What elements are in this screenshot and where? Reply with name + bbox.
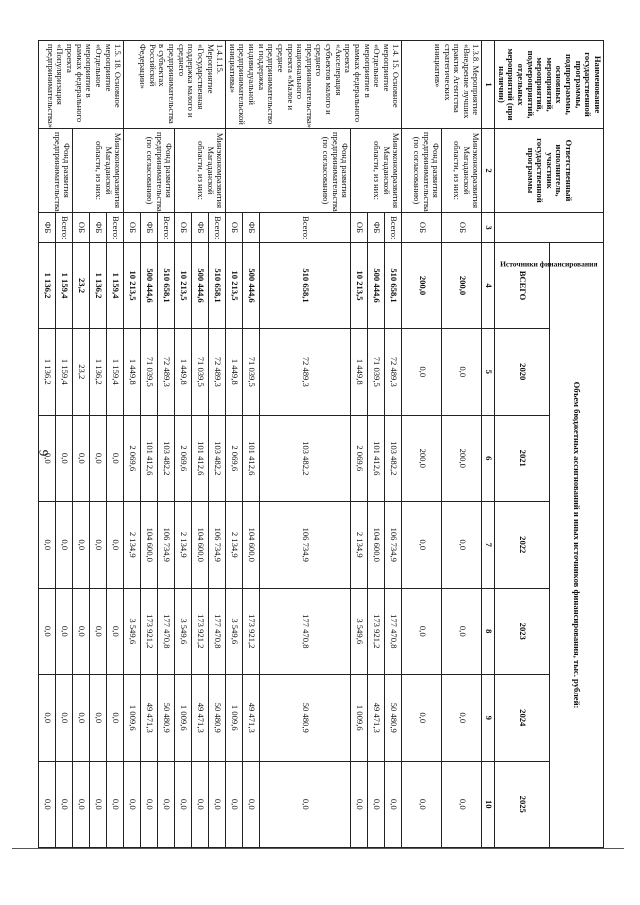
year-value: 101 412,6 [368, 415, 385, 502]
year-value: 0,0 [107, 588, 124, 675]
responsible-executor: Минэкономразвития Магаданской области, из них: [73, 129, 124, 213]
year-value: 0,0 [442, 588, 482, 675]
year-value: 106 734,9 [158, 502, 175, 589]
year-value: 0,0 [260, 761, 351, 848]
responsible-executor: Минэкономразвития Магаданской области, из них: [442, 129, 482, 213]
header-year: 2025 [495, 761, 549, 848]
year-value: 0,0 [39, 761, 56, 848]
year-value: 0,0 [39, 675, 56, 762]
col-number: 4 [482, 243, 495, 329]
header-name: Наименование государственной программы, подпрограммы, основных мероприятий, мероприятий, подмероприятий, отдельных мероприятий (при наличии) [495, 41, 604, 129]
year-value: 49 471,3 [192, 675, 209, 762]
year-value: 1 449,8 [175, 329, 192, 416]
year-value: 0,0 [402, 675, 442, 762]
year-value: 2 069,6 [226, 415, 243, 502]
funding-source: ФБ [243, 213, 260, 243]
year-value: 104 600,0 [368, 502, 385, 589]
funding-source: ОБ [73, 213, 90, 243]
funding-source: ФБ [192, 213, 209, 243]
total-value: 510 658,1 [209, 243, 226, 329]
total-value: 10 213,5 [124, 243, 141, 329]
year-value: 0,0 [73, 761, 90, 848]
year-value: 72 489,3 [385, 329, 402, 416]
responsible-executor: Фонд развития предпринимательства [39, 129, 73, 213]
page-number: 9 [36, 449, 52, 457]
year-value: 71 039,5 [243, 329, 260, 416]
year-value: 0,0 [442, 675, 482, 762]
year-value: 50 480,9 [209, 675, 226, 762]
total-value: 500 444,6 [243, 243, 260, 329]
col-number: 6 [482, 415, 495, 502]
total-value: 200,0 [402, 243, 442, 329]
header-source-label: Источники финансирования [499, 259, 598, 269]
year-value: 101 412,6 [243, 415, 260, 502]
year-value: 2 134,9 [124, 502, 141, 589]
year-value: 103 482,2 [158, 415, 175, 502]
header-responsible: Ответственный исполнитель, участник государственной программы [495, 129, 604, 213]
responsible-executor: Фонд развития предпринимательства (по согласованию) [226, 129, 351, 213]
col-number: 8 [482, 588, 495, 675]
total-value: 10 213,5 [351, 243, 368, 329]
year-value: 200,0 [402, 415, 442, 502]
funding-source: ФБ [90, 213, 107, 243]
year-value: 0,0 [39, 415, 56, 502]
table-row [442, 41, 482, 848]
col-number: 1 [482, 41, 495, 129]
year-value: 173 921,2 [243, 588, 260, 675]
year-value: 50 480,9 [260, 675, 351, 762]
year-value: 1 449,8 [124, 329, 141, 416]
year-value: 106 734,9 [209, 502, 226, 589]
year-value: 0,0 [90, 502, 107, 589]
table-row [260, 41, 351, 848]
table-row [385, 41, 402, 848]
responsible-executor: Фонд развития предпринимательства (по согласованию) [402, 129, 442, 213]
total-value: 510 658,1 [260, 243, 351, 329]
year-value: 1 159,4 [56, 329, 73, 416]
year-value: 177 470,8 [158, 588, 175, 675]
year-value: 0,0 [56, 502, 73, 589]
funding-source: ОБ [442, 213, 482, 243]
year-value: 0,0 [402, 329, 442, 416]
year-value: 50 480,9 [385, 675, 402, 762]
total-value: 1 159,4 [107, 243, 124, 329]
year-value: 1 009,6 [351, 675, 368, 762]
funding-source: ОБ [351, 213, 368, 243]
year-value: 71 039,5 [192, 329, 209, 416]
year-value: 2 069,6 [175, 415, 192, 502]
year-value: 101 412,6 [192, 415, 209, 502]
year-value: 104 600,0 [243, 502, 260, 589]
year-value: 0,0 [107, 415, 124, 502]
total-value: 1 136,2 [39, 243, 56, 329]
year-value: 0,0 [141, 761, 158, 848]
year-value: 0,0 [402, 588, 442, 675]
year-value: 0,0 [351, 761, 368, 848]
rotated-page-content [43, 40, 604, 848]
funding-source: Всего: [260, 213, 351, 243]
funding-source: ОБ [124, 213, 141, 243]
year-value: 23,2 [73, 329, 90, 416]
year-value: 0,0 [175, 761, 192, 848]
total-value: 10 213,5 [175, 243, 192, 329]
measure-name: 1.5. 18. Основное мероприятие «Отдельное мероприятие в рамках федерального проекта «Популяризация предпринимательства» [39, 41, 124, 129]
year-value: 0,0 [243, 761, 260, 848]
funding-source: Всего: [56, 213, 73, 243]
col-number: 10 [482, 761, 495, 848]
year-value: 106 734,9 [385, 502, 402, 589]
year-value: 72 489,3 [158, 329, 175, 416]
measure-name: 1.4.1.15. Мероприятие «Государственная поддержка малого и среднего предпринимательства в субъектах Российской Федерации» [124, 41, 226, 129]
year-value: 49 471,3 [141, 675, 158, 762]
total-value: 1 136,2 [90, 243, 107, 329]
table-row [107, 41, 124, 848]
funding-source: Всего: [158, 213, 175, 243]
page-divider [12, 848, 624, 849]
total-value: 200,0 [442, 243, 482, 329]
total-value: 500 444,6 [368, 243, 385, 329]
year-value: 49 471,3 [368, 675, 385, 762]
year-value: 0,0 [73, 415, 90, 502]
table-row [158, 41, 175, 848]
funding-source: ОБ [402, 213, 442, 243]
year-value: 1 159,4 [107, 329, 124, 416]
year-value: 71 039,5 [368, 329, 385, 416]
year-value: 177 470,8 [385, 588, 402, 675]
year-value: 0,0 [90, 675, 107, 762]
funding-source: Всего: [209, 213, 226, 243]
year-value: 0,0 [209, 761, 226, 848]
total-value: 510 658,1 [385, 243, 402, 329]
year-value: 0,0 [90, 588, 107, 675]
header-year: 2022 [495, 502, 549, 589]
year-value: 0,0 [56, 675, 73, 762]
funding-table-body [39, 41, 482, 848]
year-value: 0,0 [90, 761, 107, 848]
year-value: 0,0 [368, 761, 385, 848]
total-value: 10 213,5 [226, 243, 243, 329]
header-source [495, 213, 604, 269]
year-value: 0,0 [442, 761, 482, 848]
year-value: 0,0 [73, 588, 90, 675]
year-value: 0,0 [73, 502, 90, 589]
year-value: 177 470,8 [209, 588, 226, 675]
year-value: 50 480,9 [158, 675, 175, 762]
year-value: 71 039,5 [141, 329, 158, 416]
col-number: 5 [482, 329, 495, 416]
year-value: 1 136,2 [90, 329, 107, 416]
year-value: 49 471,3 [243, 675, 260, 762]
year-value: 1 449,8 [351, 329, 368, 416]
year-value: 0,0 [56, 761, 73, 848]
year-value: 0,0 [442, 502, 482, 589]
year-value: 0,0 [158, 761, 175, 848]
measure-name: 1.3.8. Мероприятие «Внедрение лучших практик Агентства стратегических инициатив» [402, 41, 482, 129]
year-value: 101 412,6 [141, 415, 158, 502]
year-value: 3 549,6 [226, 588, 243, 675]
year-value: 1 449,8 [226, 329, 243, 416]
table-row [56, 41, 73, 848]
year-value: 2 134,9 [226, 502, 243, 589]
year-value: 3 549,6 [175, 588, 192, 675]
year-value: 0,0 [73, 675, 90, 762]
year-value: 0,0 [402, 502, 442, 589]
header-total: ВСЕГО [495, 243, 549, 329]
responsible-executor: Минэкономразвития Магаданской области, из них: [351, 129, 402, 213]
year-value: 0,0 [226, 761, 243, 848]
total-value: 500 444,6 [141, 243, 158, 329]
header-year: 2020 [495, 329, 549, 416]
year-value: 1 009,6 [124, 675, 141, 762]
year-value: 2 069,6 [124, 415, 141, 502]
total-value: 500 444,6 [192, 243, 209, 329]
year-value: 177 470,8 [260, 588, 351, 675]
year-value: 103 482,2 [385, 415, 402, 502]
year-value: 0,0 [39, 588, 56, 675]
year-value: 0,0 [385, 761, 402, 848]
funding-source: ФБ [368, 213, 385, 243]
table-row [402, 41, 442, 848]
year-value: 2 134,9 [175, 502, 192, 589]
year-value: 0,0 [402, 761, 442, 848]
responsible-executor: Фонд развития предпринимательства (по согласованию) [124, 129, 175, 213]
year-value: 0,0 [39, 502, 56, 589]
year-value: 1 009,6 [175, 675, 192, 762]
total-value: 1 159,4 [56, 243, 73, 329]
year-value: 106 734,9 [260, 502, 351, 589]
year-value: 0,0 [124, 761, 141, 848]
year-value: 104 600,0 [192, 502, 209, 589]
year-value: 0,0 [90, 415, 107, 502]
year-value: 173 921,2 [192, 588, 209, 675]
funding-source: Всего: [385, 213, 402, 243]
col-number: 9 [482, 675, 495, 762]
year-value: 0,0 [56, 415, 73, 502]
funding-table [38, 40, 604, 848]
header-row-1 [549, 41, 603, 848]
funding-source: ОБ [175, 213, 192, 243]
col-number: 7 [482, 502, 495, 589]
col-number: 2 [482, 129, 495, 213]
year-value: 0,0 [56, 588, 73, 675]
year-value: 2 069,6 [351, 415, 368, 502]
year-value: 0,0 [107, 675, 124, 762]
year-value: 1 009,6 [226, 675, 243, 762]
funding-source: ФБ [141, 213, 158, 243]
year-value: 3 549,6 [124, 588, 141, 675]
year-value: 0,0 [192, 761, 209, 848]
year-value: 1 136,2 [39, 329, 56, 416]
year-value: 2 134,9 [351, 502, 368, 589]
col-number: 3 [482, 213, 495, 243]
year-value: 3 549,6 [351, 588, 368, 675]
header-funding-group: Объем бюджетных ассигнований и иных источников финансирования, тыс. рублей: [549, 243, 603, 848]
header-year: 2024 [495, 675, 549, 762]
year-value: 173 921,2 [141, 588, 158, 675]
year-value: 173 921,2 [368, 588, 385, 675]
funding-source: ОБ [226, 213, 243, 243]
year-value: 72 489,3 [209, 329, 226, 416]
year-value: 200,0 [442, 415, 482, 502]
year-value: 103 482,2 [209, 415, 226, 502]
year-value: 0,0 [442, 329, 482, 416]
responsible-executor: Минэкономразвития Магаданской области, из них: [175, 129, 226, 213]
year-value: 72 489,3 [260, 329, 351, 416]
total-value: 23,2 [73, 243, 90, 329]
funding-source: Всего: [107, 213, 124, 243]
year-value: 0,0 [107, 761, 124, 848]
total-value: 510 658,1 [158, 243, 175, 329]
column-number-row [482, 41, 495, 848]
year-value: 103 482,2 [260, 415, 351, 502]
header-year: 2021 [495, 415, 549, 502]
year-value: 104 600,0 [141, 502, 158, 589]
table-row [209, 41, 226, 848]
year-value: 0,0 [107, 502, 124, 589]
measure-name: 1.4. 15. Основное мероприятие «Отдельное мероприятие в рамках федерального проекта «Акселерация субъектов малого и среднего предпринимательства» национального проекта «Малое и среднее предпринимательство и поддержка индивидуальной предпринимательской инициативы» [226, 41, 402, 129]
header-year: 2023 [495, 588, 549, 675]
funding-source: ФБ [39, 213, 56, 243]
